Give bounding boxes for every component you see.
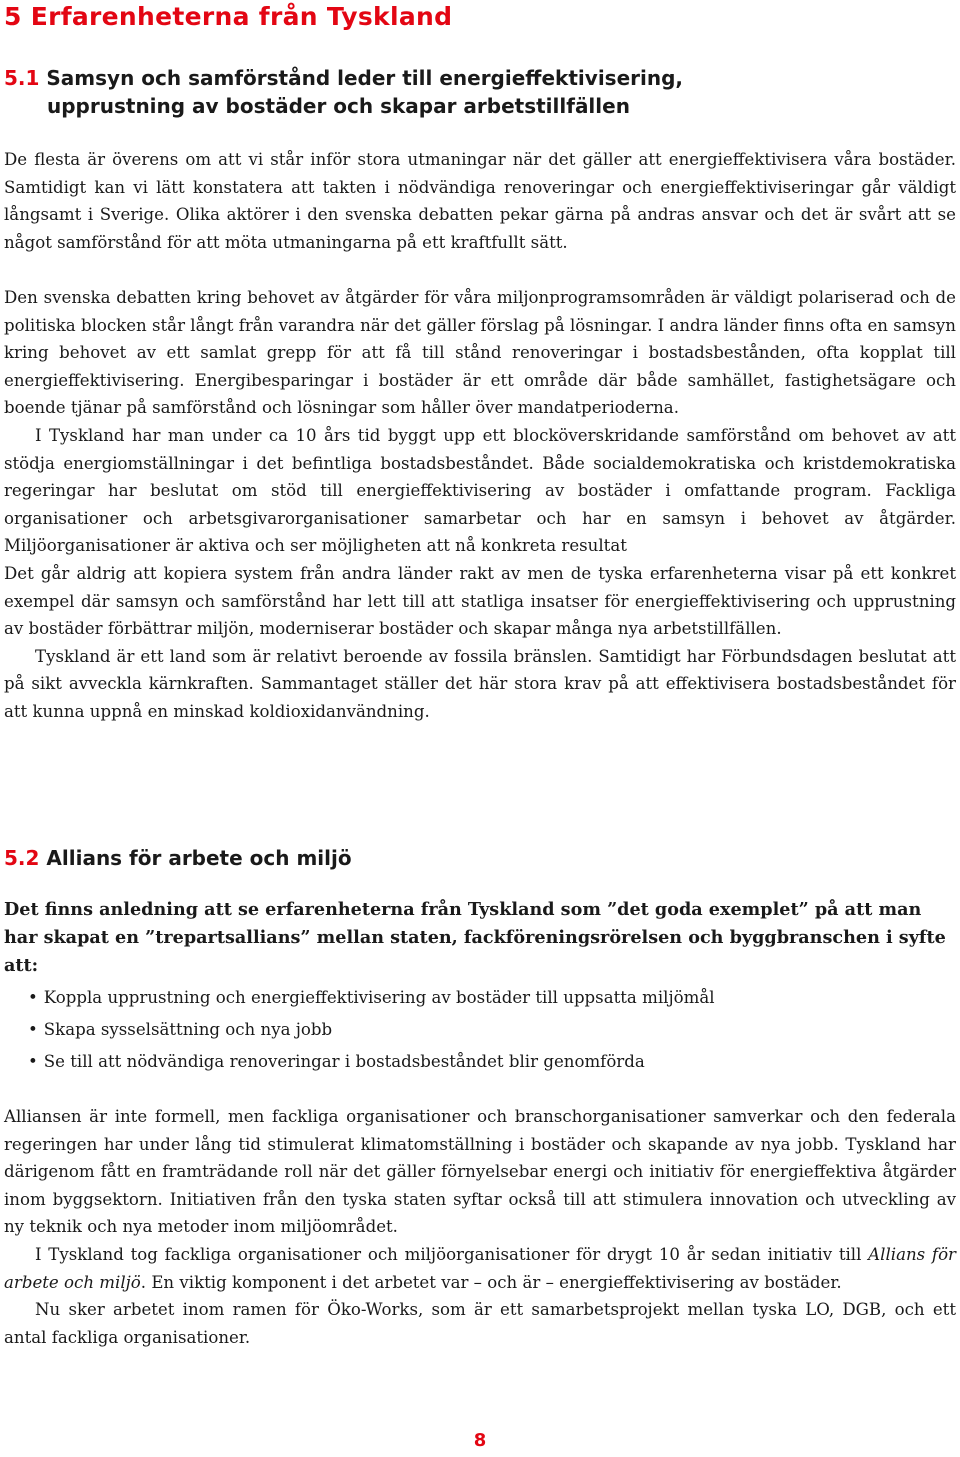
section-title: Allians för arbete och miljö [46,846,352,870]
page-number: 8 [473,1430,487,1451]
section-title-line2: upprustning av bostäder och skapar arbetstillfällen [47,94,630,118]
paragraph: I Tyskland har man under ca 10 års tid byggt upp ett blocköverskridande samförstånd om behovet av att stödja energiomställningar i det befintliga bostadsbeståndet. Både socialdemokratiska och kristdemokratiska regeringar har beslutat om stöd till energieffektivisering av bostäder i omfattande program. Fackliga organisationer och arbetsgivarorganisationer samarbetar och har en samsyn i behovet av åtgärder. Miljöorganisationer är aktiva och ser möjligheten att nå konkreta resultat [4,425,956,556]
section-5-1-body-b [4,284,956,726]
lead-paragraph: Det finns anledning att se erfarenheterna från Tyskland som ”det goda exemplet” på att man har skapat en ”trepartsallians” mellan staten, fackföreningsrörelsen och byggbranschen i syfte att: [4,899,946,977]
section-5-1-body-a [4,146,956,256]
paragraph: Den svenska debatten kring behovet av åtgärder för våra miljonprogramsområden är väldigt polariserad och de politiska blocken står långt från varandra när det gäller förslag på lösningar. I andra länder finns ofta en samsyn kring behovet av ett samlat grepp för att få till stånd renoveringar i bostadsbestånden, ofta kopplat till energieffektivisering. Energibesparingar i bostäder är ett område där både samhället, fastighetsägare och boende tjänar på samförstånd och lösningar som håller över mandatperioderna. [4,288,956,418]
paragraph: Alliansen är inte formell, men fackliga organisationer och branschorganisationer samverkar och den federala regeringen har under lång tid stimulerat klimatomställning i bostäder och skapande av nya jobb. Tyskland har därigenom fått en framträdande roll när det gäller förnyelsebar energi och initiativ för energieffektiva åtgärder inom byggsektorn. Initiativen från den tyska staten syftar också till att stimulera innovation och utveckling av ny teknik och nya metoder inom miljöområdet. [4,1107,956,1237]
paragraph: Nu sker arbetet inom ramen för Öko-Works, som är ett samarbetsprojekt mellan tyska LO, DGB, och ett antal fackliga organisationer. [4,1300,956,1347]
paragraph [4,1241,956,1296]
section-5-2-heading [4,844,352,872]
paragraph: Tyskland är ett land som är relativt beroende av fossila bränslen. Samtidigt har Förbundsdagen beslutat att på sikt avveckla kärnkraften. Sammantaget ställer det här stora krav på att effektivisera bostadsbeståndet för att kunna uppnå en minskad koldioxidanvändning. [4,646,956,721]
list-item: • Skapa sysselsättning och nya jobb [28,1018,715,1050]
section-number: 5.1 [4,66,40,90]
paragraph: Det går aldrig att kopiera system från andra länder rakt av men de tyska erfarenheterna visar på ett konkret exempel där samsyn och samförstånd har lett till att statliga insatser för energieffektivisering och upprustning av bostäder förbättrar miljön, moderniserar bostäder och skapar många nya arbetstillfällen. [4,563,956,639]
paragraph-end: . En viktig komponent i det arbetet var – och är – energieffektivisering av bostäder. [140,1272,842,1292]
paragraph-italic: Allians för arbete och miljö [4,1244,956,1292]
section-title-line1: Samsyn och samförstånd leder till energieffektivisering, [46,66,684,90]
bullet-list [28,986,715,1082]
section-5-1-heading [4,64,683,120]
chapter-heading: 5 Erfarenheterna från Tyskland [4,2,453,31]
paragraph: De flesta är överens om att vi står inför stora utmaningar när det gäller att energieffektivisera våra bostäder. Samtidigt kan vi lätt konstatera att takten i nödvändiga renoveringar och energieffektiviseringar går väldigt långsamt i Sverige. Olika aktörer i den svenska debatten pekar gärna på andras ansvar och det är svårt att se något samförstånd för att möta utmaningarna på ett kraftfullt sätt. [4,150,956,252]
list-item: • Koppla upprustning och energieffektivisering av bostäder till uppsatta miljömål [28,986,715,1018]
section-number: 5.2 [4,846,40,870]
list-item: • Se till att nödvändiga renoveringar i bostadsbeståndet blir genomförda [28,1050,715,1082]
section-5-2-body [4,1103,956,1351]
paragraph-start: I Tyskland tog fackliga organisationer och miljöorganisationer för drygt 10 år sedan initiativ till [35,1244,869,1264]
